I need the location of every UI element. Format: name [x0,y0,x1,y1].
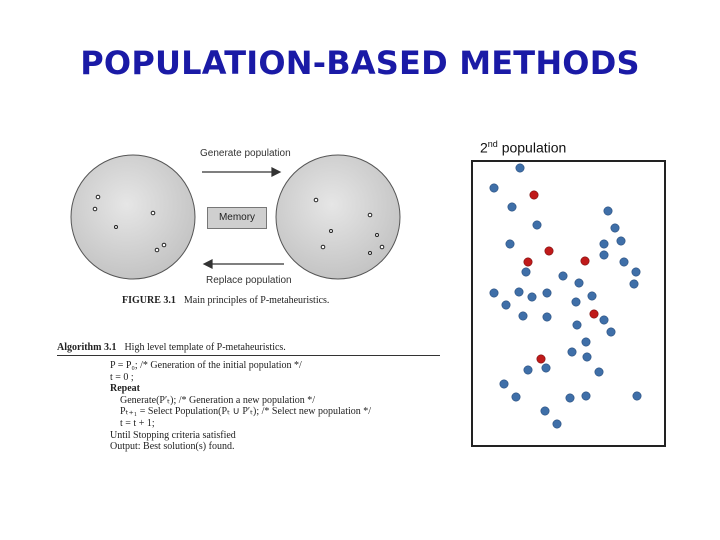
population-dot-blue [566,394,574,402]
population-dot-blue [588,292,596,300]
population-dot-blue [543,289,551,297]
population-dot-blue [575,279,583,287]
algorithm-line: t = t + 1; [120,417,155,429]
population-dot-red [530,191,538,199]
population-dot-blue [611,224,619,232]
replace-arrow [204,260,284,268]
population-scatter [473,162,664,445]
algorithm-line: P = P₀; /* Generation of the initial population */ [110,360,302,371]
population-dot-blue [583,353,591,361]
population-dot-blue [516,164,524,172]
population-dot-blue [573,321,581,329]
population-dot-blue [500,380,508,388]
population-dot-blue [633,392,641,400]
population-dot-blue [582,392,590,400]
population-dot-blue [617,237,625,245]
population-dot-blue [559,272,567,280]
population-dot-blue [607,328,615,336]
population-label-text: population [501,139,567,156]
population-dot-red [524,258,532,266]
population-dot-blue [582,338,590,346]
population-dot-red [581,257,589,265]
generate-arrow [202,168,280,176]
population-dot-blue [541,407,549,415]
population-dot-blue [543,313,551,321]
population-dot-blue [490,184,498,192]
population-dot-blue [490,289,498,297]
algorithm-header [57,342,440,356]
generate-population-label: Generate population [200,148,291,159]
population-dot-blue [632,268,640,276]
population-box [471,160,666,447]
new-population-circle [276,155,400,279]
population-dot-blue [600,240,608,248]
population-dot-blue [512,393,520,401]
replace-population-label: Replace population [206,275,292,286]
population-dot-blue [519,312,527,320]
population-dot-blue [508,203,516,211]
slide-title: POPULATION-BASED METHODS [80,44,640,82]
figure-caption-text: Main principles of P-metaheuristics. [183,295,330,306]
population-label [480,139,566,156]
population-dot-red [545,247,553,255]
population-dot-blue [595,368,603,376]
population-dot-blue [524,366,532,374]
algorithm-title: High level template of P-metaheuristics. [124,342,286,353]
algorithm-line: Generate(P′ₜ); /* Generation a new population */ [120,394,316,406]
algorithm-line: Output: Best solution(s) found. [110,441,235,453]
p-metaheuristics-figure [60,140,450,310]
memory-box: Memory [207,207,267,229]
population-label-number: 2 [480,139,488,156]
population-dot-blue [553,420,561,428]
population-dot-blue [528,293,536,301]
figure-caption-number: FIGURE 3.1 [122,295,176,306]
population-dot-blue [502,301,510,309]
population-dot-blue [600,251,608,259]
algorithm-block [57,342,440,453]
algorithm-line: Pₜ₊₁ = Select Population(Pₜ ∪ P′ₜ); /* Select new population */ [120,406,372,418]
population-dot-blue [568,348,576,356]
population-dot-blue [620,258,628,266]
population-dot-blue [515,288,523,296]
algorithm-line: Until Stopping criteria satisfied [110,429,236,441]
population-label-sup: nd [487,139,498,149]
population-dot-blue [542,364,550,372]
population-dot-blue [604,207,612,215]
population-dot-red [590,310,598,318]
population-dot-blue [600,316,608,324]
population-dot-blue [533,221,541,229]
algorithm-line: t = 0 ; [110,371,134,383]
figure-caption [122,295,329,306]
population-dot-blue [522,268,530,276]
algorithm-lines [110,360,440,453]
initial-population-circle [71,155,195,279]
algorithm-number: Algorithm 3.1 [57,342,117,353]
population-dot-blue [630,280,638,288]
population-dot-red [537,355,545,363]
algorithm-line: Repeat [110,383,140,395]
population-dot-blue [572,298,580,306]
population-dot-blue [506,240,514,248]
